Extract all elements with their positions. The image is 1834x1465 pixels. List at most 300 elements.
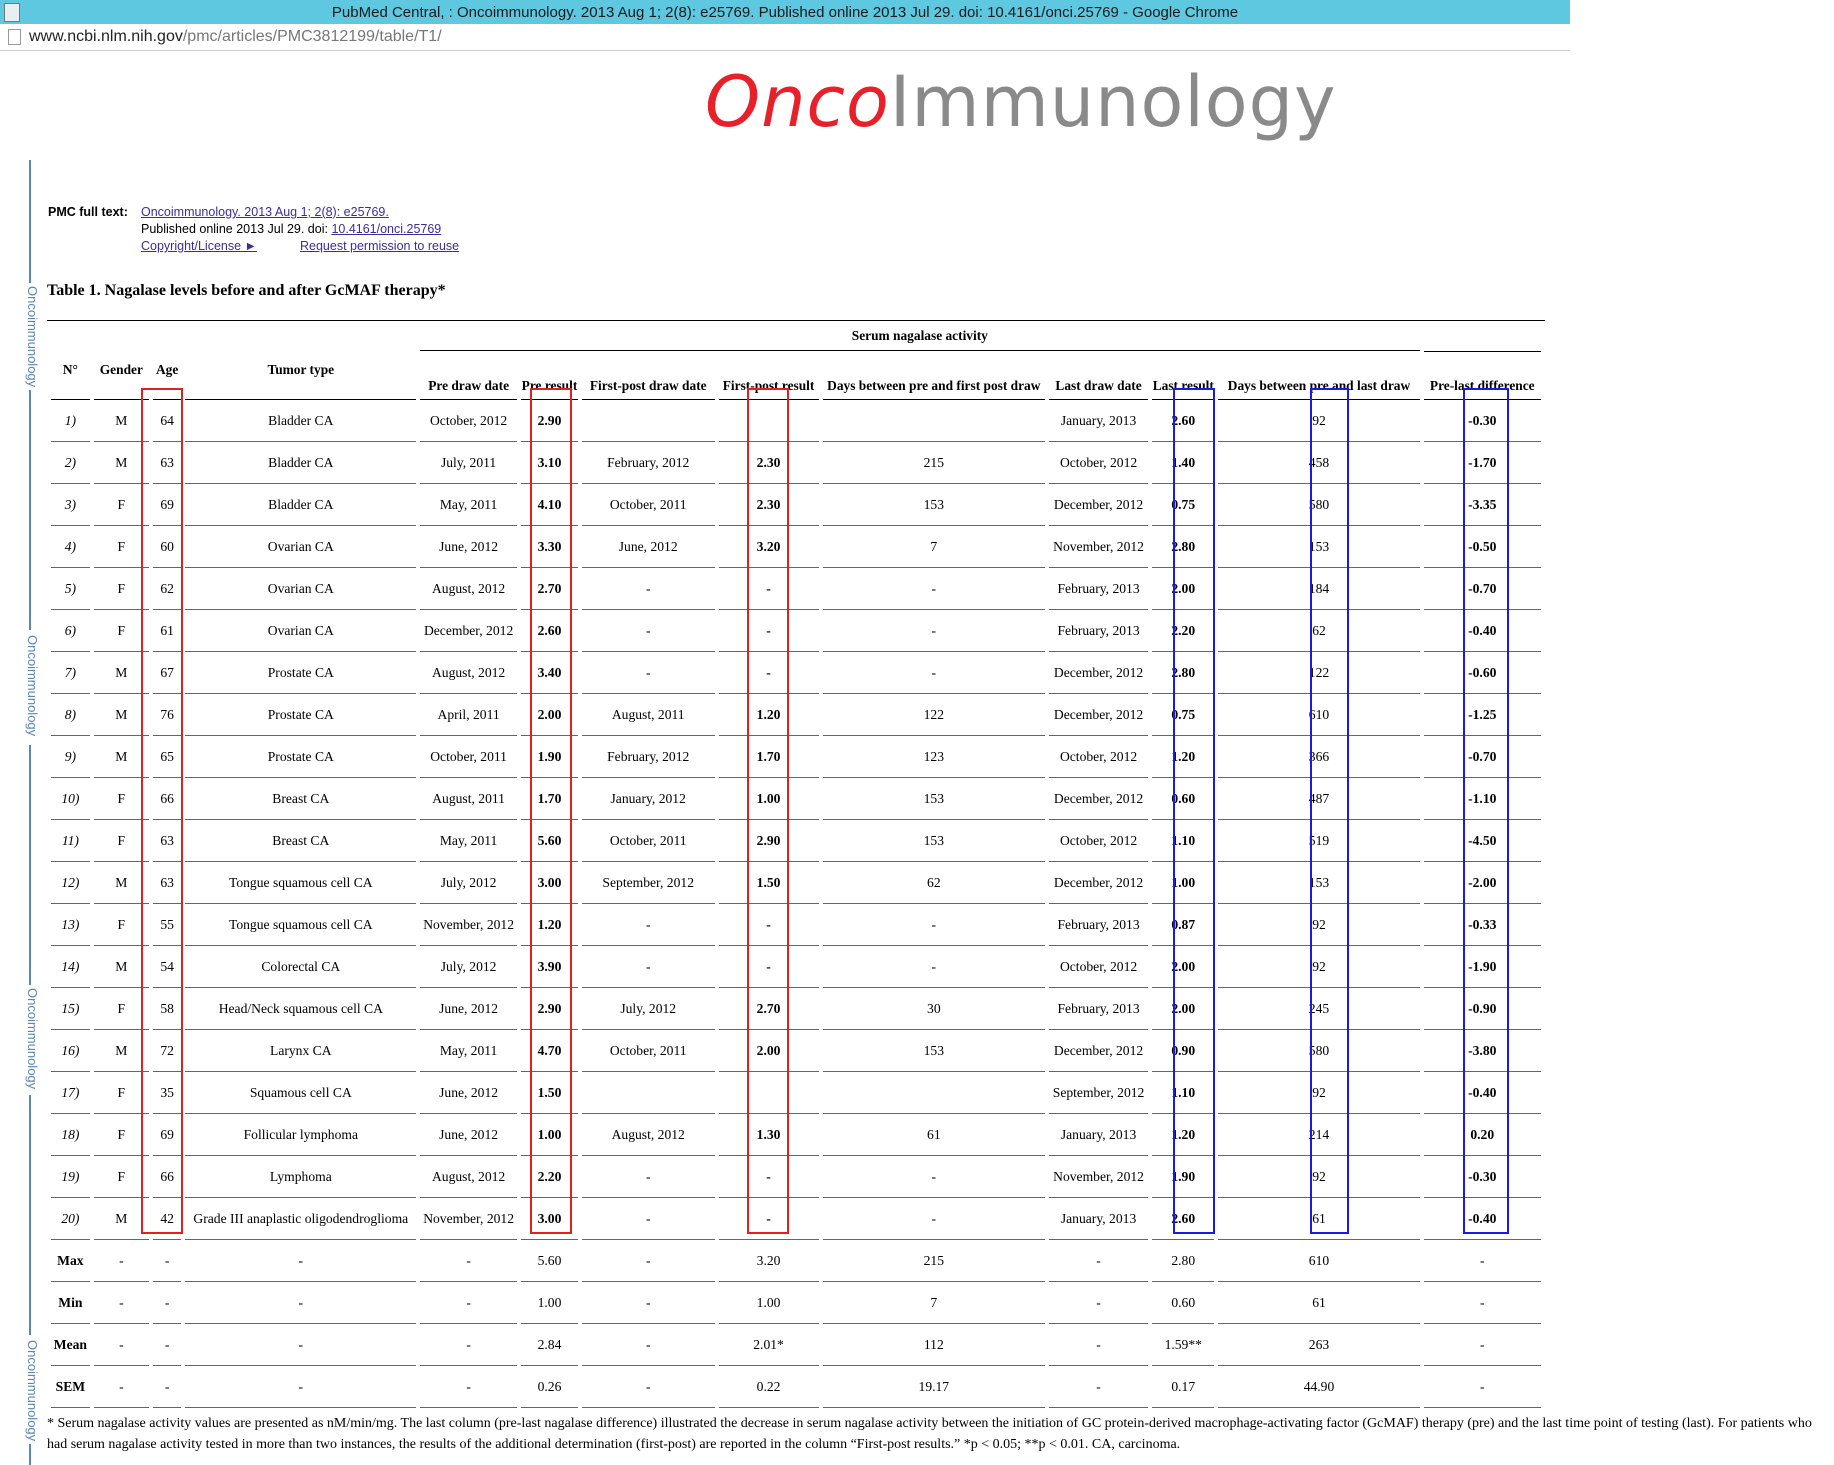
- summary-cell: 2.80: [1152, 1240, 1214, 1282]
- group-header-serum-nagalase: Serum nagalase activity: [420, 320, 1419, 351]
- table-cell: 7): [51, 652, 90, 694]
- table-row: [51, 400, 1541, 442]
- table-cell: M: [94, 400, 149, 442]
- table-cell: -3.80: [1424, 1030, 1541, 1072]
- summary-cell: -: [1049, 1240, 1148, 1282]
- table-row: [51, 694, 1541, 736]
- table-cell: 3.20: [719, 526, 819, 568]
- table-cell: May, 2011: [420, 484, 517, 526]
- summary-row: [51, 1366, 1541, 1408]
- table-row: [51, 610, 1541, 652]
- table-cell: October, 2012: [1049, 946, 1148, 988]
- table-cell: 58: [153, 988, 182, 1030]
- table-cell: -: [719, 610, 819, 652]
- summary-cell: Mean: [51, 1324, 90, 1366]
- table-cell: 214: [1218, 1114, 1419, 1156]
- pmc-full-text-label: PMC full text:: [48, 205, 128, 219]
- table-cell: 1.00: [521, 1114, 578, 1156]
- table-cell: 61: [823, 1114, 1046, 1156]
- table-cell: -0.40: [1424, 610, 1541, 652]
- table-cell: 2.30: [719, 442, 819, 484]
- table-cell: 122: [823, 694, 1046, 736]
- summary-cell: -: [153, 1366, 182, 1408]
- col-header-last-draw-date: Last draw date: [1049, 351, 1148, 400]
- summary-cell: 1.00: [719, 1282, 819, 1324]
- table-cell: December, 2012: [1049, 1030, 1148, 1072]
- table-cell: 1.50: [521, 1072, 578, 1114]
- summary-cell: -: [185, 1324, 416, 1366]
- table-cell: 153: [823, 484, 1046, 526]
- table-cell: F: [94, 1072, 149, 1114]
- table-cell: 1.70: [521, 778, 578, 820]
- summary-cell: 44.90: [1218, 1366, 1419, 1408]
- table-cell: Grade III anaplastic oligodendroglioma: [185, 1198, 416, 1240]
- table-cell: November, 2012: [1049, 526, 1148, 568]
- col-header-gender: Gender: [94, 320, 149, 400]
- table-cell: 487: [1218, 778, 1419, 820]
- summary-cell: -: [94, 1282, 149, 1324]
- pmc-app-icon: [4, 3, 20, 22]
- table-cell: 64: [153, 400, 182, 442]
- col-header-first-post-draw-date: First-post draw date: [582, 351, 715, 400]
- summary-cell: -: [582, 1366, 715, 1408]
- table-cell: -: [719, 568, 819, 610]
- table-cell: 245: [1218, 988, 1419, 1030]
- table-cell: September, 2012: [1049, 1072, 1148, 1114]
- table-cell: 7: [823, 526, 1046, 568]
- table-cell: Follicular lymphoma: [185, 1114, 416, 1156]
- summary-cell: 2.01*: [719, 1324, 819, 1366]
- table-cell: Bladder CA: [185, 484, 416, 526]
- table-cell: October, 2012: [1049, 736, 1148, 778]
- table-cell: August, 2012: [582, 1114, 715, 1156]
- table-cell: Breast CA: [185, 820, 416, 862]
- table-cell: -: [823, 904, 1046, 946]
- table-cell: 9): [51, 736, 90, 778]
- summary-cell: -: [153, 1282, 182, 1324]
- table-cell: 2.80: [1152, 526, 1214, 568]
- table-cell: June, 2012: [420, 1114, 517, 1156]
- table-cell: December, 2012: [1049, 652, 1148, 694]
- summary-cell: 215: [823, 1240, 1046, 1282]
- table-cell: 54: [153, 946, 182, 988]
- table-cell: Colorectal CA: [185, 946, 416, 988]
- table-cell: 610: [1218, 694, 1419, 736]
- table-cell: October, 2011: [582, 820, 715, 862]
- logo-immunology: Immunology: [889, 61, 1337, 143]
- table-cell: 63: [153, 442, 182, 484]
- table-cell: 63: [153, 820, 182, 862]
- table-cell: 1.00: [719, 778, 819, 820]
- table-cell: 0.75: [1152, 694, 1214, 736]
- table-cell: 122: [1218, 652, 1419, 694]
- table-cell: 519: [1218, 820, 1419, 862]
- table-cell: 1.20: [719, 694, 819, 736]
- table-row: [51, 736, 1541, 778]
- table-cell: February, 2013: [1049, 610, 1148, 652]
- table-cell: M: [94, 1198, 149, 1240]
- table-cell: M: [94, 1030, 149, 1072]
- side-journal-label: Oncoimmunology: [20, 985, 40, 1092]
- table-cell: F: [94, 778, 149, 820]
- table-cell: 69: [153, 1114, 182, 1156]
- summary-cell: 19.17: [823, 1366, 1046, 1408]
- table-cell: 2.00: [1152, 946, 1214, 988]
- table-cell: June, 2012: [420, 1072, 517, 1114]
- table-cell: November, 2012: [420, 904, 517, 946]
- table-cell: F: [94, 1156, 149, 1198]
- summary-row: [51, 1282, 1541, 1324]
- side-journal-label: Oncoimmunology: [20, 632, 40, 739]
- page-icon: [8, 29, 21, 45]
- table-cell: [823, 400, 1046, 442]
- table-cell: 366: [1218, 736, 1419, 778]
- table-row: [51, 904, 1541, 946]
- permission-link[interactable]: Request permission to reuse: [300, 239, 460, 253]
- table-cell: Squamous cell CA: [185, 1072, 416, 1114]
- table-cell: May, 2011: [420, 1030, 517, 1072]
- window-title: PubMed Central, : Oncoimmunology. 2013 Aug 1; 2(8): e25769. Published online 2013 Jul 29. doi: 10.4161/onci.25769 - Google Chrome: [331, 3, 1239, 21]
- summary-cell: -: [1424, 1324, 1541, 1366]
- table-cell: -: [582, 610, 715, 652]
- table-cell: 5): [51, 568, 90, 610]
- table-cell: 2.70: [719, 988, 819, 1030]
- table-cell: October, 2011: [582, 484, 715, 526]
- table-cell: 3.00: [521, 862, 578, 904]
- table-cell: [582, 400, 715, 442]
- table-cell: June, 2012: [582, 526, 715, 568]
- table-cell: August, 2012: [420, 1156, 517, 1198]
- table-cell: 92: [1218, 1156, 1419, 1198]
- summary-cell: -: [1424, 1366, 1541, 1408]
- table-cell: 1.20: [521, 904, 578, 946]
- table-cell: Ovarian CA: [185, 526, 416, 568]
- table-cell: 92: [1218, 1072, 1419, 1114]
- table-cell: 215: [823, 442, 1046, 484]
- table-cell: 55: [153, 904, 182, 946]
- table-cell: -: [719, 904, 819, 946]
- table-footnote: * Serum nagalase activity values are presented as nM/min/mg. The last column (pre-last nagalase difference) illustrated the decrease in serum nagalase activity between the initiation of GC protein-derived macrophage-activating factor (GcMAF) therapy (pre) and the last time point of testing (last). For patients who had serum nagalase activity tested in more than two instances, the results of the additional determination (first-post) are reported in the column “First-post results.” *p < 0.05; **p < 0.01. CA, carcinoma.: [47, 1416, 1812, 1452]
- table-cell: -3.35: [1424, 484, 1541, 526]
- table-cell: 61: [153, 610, 182, 652]
- table-cell: -: [719, 1156, 819, 1198]
- side-journal-label: Oncoimmunology: [20, 283, 40, 390]
- table-cell: F: [94, 904, 149, 946]
- summary-cell: -: [153, 1240, 182, 1282]
- table-cell: 2.00: [1152, 988, 1214, 1030]
- summary-cell: -: [185, 1366, 416, 1408]
- table-cell: 92: [1218, 946, 1419, 988]
- table-cell: Prostate CA: [185, 736, 416, 778]
- table-cell: M: [94, 862, 149, 904]
- table-cell: February, 2012: [582, 736, 715, 778]
- table-cell: 12): [51, 862, 90, 904]
- side-rule: [29, 1095, 31, 1335]
- url-host[interactable]: www.ncbi.nlm.nih.gov: [29, 28, 183, 45]
- table-cell: July, 2012: [420, 946, 517, 988]
- table-cell: 30: [823, 988, 1046, 1030]
- table-cell: -0.30: [1424, 400, 1541, 442]
- summary-cell: -: [94, 1240, 149, 1282]
- table-row: [51, 862, 1541, 904]
- logo-onco: Onco: [705, 61, 890, 143]
- address-bar[interactable]: [0, 24, 1570, 51]
- table-cell: 13): [51, 904, 90, 946]
- table-cell: -: [823, 946, 1046, 988]
- table-cell: December, 2012: [1049, 484, 1148, 526]
- table-cell: November, 2012: [1049, 1156, 1148, 1198]
- table-cell: F: [94, 526, 149, 568]
- table-cell: -: [823, 1156, 1046, 1198]
- table-cell: M: [94, 736, 149, 778]
- table-cell: 1): [51, 400, 90, 442]
- table-cell: F: [94, 610, 149, 652]
- table-cell: June, 2012: [420, 526, 517, 568]
- table-cell: 1.20: [1152, 1114, 1214, 1156]
- url-path[interactable]: /pmc/articles/PMC3812199/table/T1/: [182, 28, 442, 45]
- table-cell: 1.30: [719, 1114, 819, 1156]
- table-cell: 0.75: [1152, 484, 1214, 526]
- table-cell: 2.90: [521, 400, 578, 442]
- table-cell: 3.30: [521, 526, 578, 568]
- table-cell: -: [582, 904, 715, 946]
- table-cell: 16): [51, 1030, 90, 1072]
- table-cell: -0.30: [1424, 1156, 1541, 1198]
- col-header-pre-draw-date: Pre draw date: [420, 351, 517, 400]
- table-cell: 3.90: [521, 946, 578, 988]
- table-cell: 458: [1218, 442, 1419, 484]
- table-cell: July, 2011: [420, 442, 517, 484]
- table-cell: 61: [1218, 1198, 1419, 1240]
- table-cell: 2.00: [1152, 568, 1214, 610]
- table-cell: -0.90: [1424, 988, 1541, 1030]
- table-cell: 0.87: [1152, 904, 1214, 946]
- summary-cell: -: [185, 1282, 416, 1324]
- table-cell: 1.50: [719, 862, 819, 904]
- summary-cell: 0.60: [1152, 1282, 1214, 1324]
- table-cell: August, 2012: [420, 568, 517, 610]
- summary-cell: 0.26: [521, 1366, 578, 1408]
- table-cell: -: [823, 1198, 1046, 1240]
- table-cell: -: [823, 568, 1046, 610]
- col-header-no: N°: [51, 320, 90, 400]
- table-row: [51, 652, 1541, 694]
- table-cell: -0.40: [1424, 1198, 1541, 1240]
- table-cell: 4.10: [521, 484, 578, 526]
- table-cell: 2.00: [719, 1030, 819, 1072]
- col-header-pre-result: Pre result: [521, 351, 578, 400]
- table-cell: -: [823, 652, 1046, 694]
- table-cell: -: [582, 568, 715, 610]
- table-cell: 18): [51, 1114, 90, 1156]
- table-row: [51, 1072, 1541, 1114]
- table-cell: 10): [51, 778, 90, 820]
- table-cell: 92: [1218, 400, 1419, 442]
- table-cell: August, 2011: [420, 778, 517, 820]
- table-cell: 72: [153, 1030, 182, 1072]
- table-row: [51, 484, 1541, 526]
- table-row: [51, 442, 1541, 484]
- table-row: [51, 988, 1541, 1030]
- table-cell: 1.10: [1152, 820, 1214, 862]
- table-cell: October, 2011: [420, 736, 517, 778]
- col-header-age: Age: [153, 320, 182, 400]
- table-row: [51, 1030, 1541, 1072]
- table-cell: 153: [823, 820, 1046, 862]
- table-cell: 1.40: [1152, 442, 1214, 484]
- col-header-last-result: Last result: [1152, 351, 1214, 400]
- table-cell: F: [94, 1114, 149, 1156]
- table-cell: 11): [51, 820, 90, 862]
- table-cell: July, 2012: [582, 988, 715, 1030]
- table-cell: F: [94, 568, 149, 610]
- table-cell: 92: [1218, 904, 1419, 946]
- table-cell: 66: [153, 778, 182, 820]
- col-header-first-post-result: First-post result: [719, 351, 819, 400]
- table-cell: 14): [51, 946, 90, 988]
- table-cell: 1.10: [1152, 1072, 1214, 1114]
- summary-cell: -: [1049, 1366, 1148, 1408]
- table-cell: October, 2011: [582, 1030, 715, 1072]
- table-cell: 3.10: [521, 442, 578, 484]
- table-cell: [582, 1072, 715, 1114]
- side-rule: [29, 745, 31, 985]
- table-cell: M: [94, 946, 149, 988]
- col-header-days-pre-first-post: Days between pre and first post draw: [823, 351, 1046, 400]
- side-journal-label: Oncoimmunology: [20, 1337, 40, 1444]
- summary-cell: 3.20: [719, 1240, 819, 1282]
- table-cell: 0.20: [1424, 1114, 1541, 1156]
- table-cell: 20): [51, 1198, 90, 1240]
- table-cell: -1.70: [1424, 442, 1541, 484]
- journal-logo: [705, 62, 1337, 142]
- summary-cell: -: [153, 1324, 182, 1366]
- table-cell: 69: [153, 484, 182, 526]
- table-cell: December, 2012: [1049, 694, 1148, 736]
- table-cell: 2.90: [521, 988, 578, 1030]
- table-cell: 4): [51, 526, 90, 568]
- summary-cell: 1.59**: [1152, 1324, 1214, 1366]
- table-cell: 3.00: [521, 1198, 578, 1240]
- table-cell: 153: [1218, 526, 1419, 568]
- summary-cell: 5.60: [521, 1240, 578, 1282]
- table-cell: Tongue squamous cell CA: [185, 862, 416, 904]
- table-cell: February, 2013: [1049, 904, 1148, 946]
- table-cell: Ovarian CA: [185, 568, 416, 610]
- table-cell: 153: [823, 778, 1046, 820]
- table-cell: 60: [153, 526, 182, 568]
- table-cell: May, 2011: [420, 820, 517, 862]
- table-cell: Larynx CA: [185, 1030, 416, 1072]
- summary-cell: 0.22: [719, 1366, 819, 1408]
- table-cell: October, 2012: [1049, 442, 1148, 484]
- table-cell: [719, 400, 819, 442]
- table-cell: -4.50: [1424, 820, 1541, 862]
- summary-cell: -: [420, 1324, 517, 1366]
- table-cell: 153: [1218, 862, 1419, 904]
- table-cell: 8): [51, 694, 90, 736]
- table-cell: [823, 1072, 1046, 1114]
- table-cell: 2.20: [521, 1156, 578, 1198]
- table-cell: Bladder CA: [185, 400, 416, 442]
- table-cell: -: [582, 1156, 715, 1198]
- table-cell: 2.80: [1152, 652, 1214, 694]
- table-cell: Tongue squamous cell CA: [185, 904, 416, 946]
- window-title-bar: [0, 0, 1570, 24]
- table-cell: 35: [153, 1072, 182, 1114]
- summary-row: [51, 1240, 1541, 1282]
- table-cell: -0.70: [1424, 568, 1541, 610]
- table-cell: 2.60: [1152, 1198, 1214, 1240]
- side-rule: [29, 390, 31, 630]
- table-cell: 1.70: [719, 736, 819, 778]
- table-cell: January, 2013: [1049, 1198, 1148, 1240]
- table-cell: February, 2013: [1049, 988, 1148, 1030]
- col-header-days-pre-last: Days between pre and last draw: [1218, 351, 1419, 400]
- table-cell: 2.60: [1152, 400, 1214, 442]
- table-cell: 2.30: [719, 484, 819, 526]
- summary-cell: 0.17: [1152, 1366, 1214, 1408]
- table-cell: 62: [823, 862, 1046, 904]
- table-cell: F: [94, 988, 149, 1030]
- table-cell: 15): [51, 988, 90, 1030]
- table-cell: 65: [153, 736, 182, 778]
- table-row: [51, 820, 1541, 862]
- table-cell: December, 2012: [1049, 778, 1148, 820]
- table-cell: 17): [51, 1072, 90, 1114]
- summary-cell: Max: [51, 1240, 90, 1282]
- table-cell: 153: [823, 1030, 1046, 1072]
- summary-cell: 7: [823, 1282, 1046, 1324]
- doi-link[interactable]: 10.4161/onci.25769: [331, 222, 442, 236]
- table-cell: September, 2012: [582, 862, 715, 904]
- table-cell: -0.70: [1424, 736, 1541, 778]
- table-cell: Breast CA: [185, 778, 416, 820]
- citation-link[interactable]: Oncoimmunology. 2013 Aug 1; 2(8): e25769.: [141, 205, 389, 219]
- table-cell: -: [719, 652, 819, 694]
- table-cell: F: [94, 820, 149, 862]
- table-cell: 63: [153, 862, 182, 904]
- table-cell: July, 2012: [420, 862, 517, 904]
- summary-cell: -: [1424, 1240, 1541, 1282]
- summary-row: [51, 1324, 1541, 1366]
- summary-cell: -: [94, 1366, 149, 1408]
- table-cell: 67: [153, 652, 182, 694]
- table-cell: 3): [51, 484, 90, 526]
- table-cell: -0.60: [1424, 652, 1541, 694]
- table-cell: 76: [153, 694, 182, 736]
- summary-cell: -: [420, 1366, 517, 1408]
- published-text: Published online 2013 Jul 29. doi:: [141, 222, 328, 236]
- summary-cell: 2.84: [521, 1324, 578, 1366]
- table-cell: 6): [51, 610, 90, 652]
- table-cell: 580: [1218, 1030, 1419, 1072]
- summary-cell: 112: [823, 1324, 1046, 1366]
- table-caption: Table 1. Nagalase levels before and after GcMAF therapy*: [47, 282, 446, 299]
- table-cell: 3.40: [521, 652, 578, 694]
- table-cell: April, 2011: [420, 694, 517, 736]
- table-cell: 4.70: [521, 1030, 578, 1072]
- copyright-link[interactable]: Copyright/License ►: [141, 239, 257, 253]
- table-cell: Lymphoma: [185, 1156, 416, 1198]
- table-cell: 42: [153, 1198, 182, 1240]
- table-cell: -0.50: [1424, 526, 1541, 568]
- table-cell: -2.00: [1424, 862, 1541, 904]
- table-cell: 2.20: [1152, 610, 1214, 652]
- table-cell: January, 2012: [582, 778, 715, 820]
- col-header-tumor-type: Tumor type: [185, 320, 416, 400]
- table-row: [51, 568, 1541, 610]
